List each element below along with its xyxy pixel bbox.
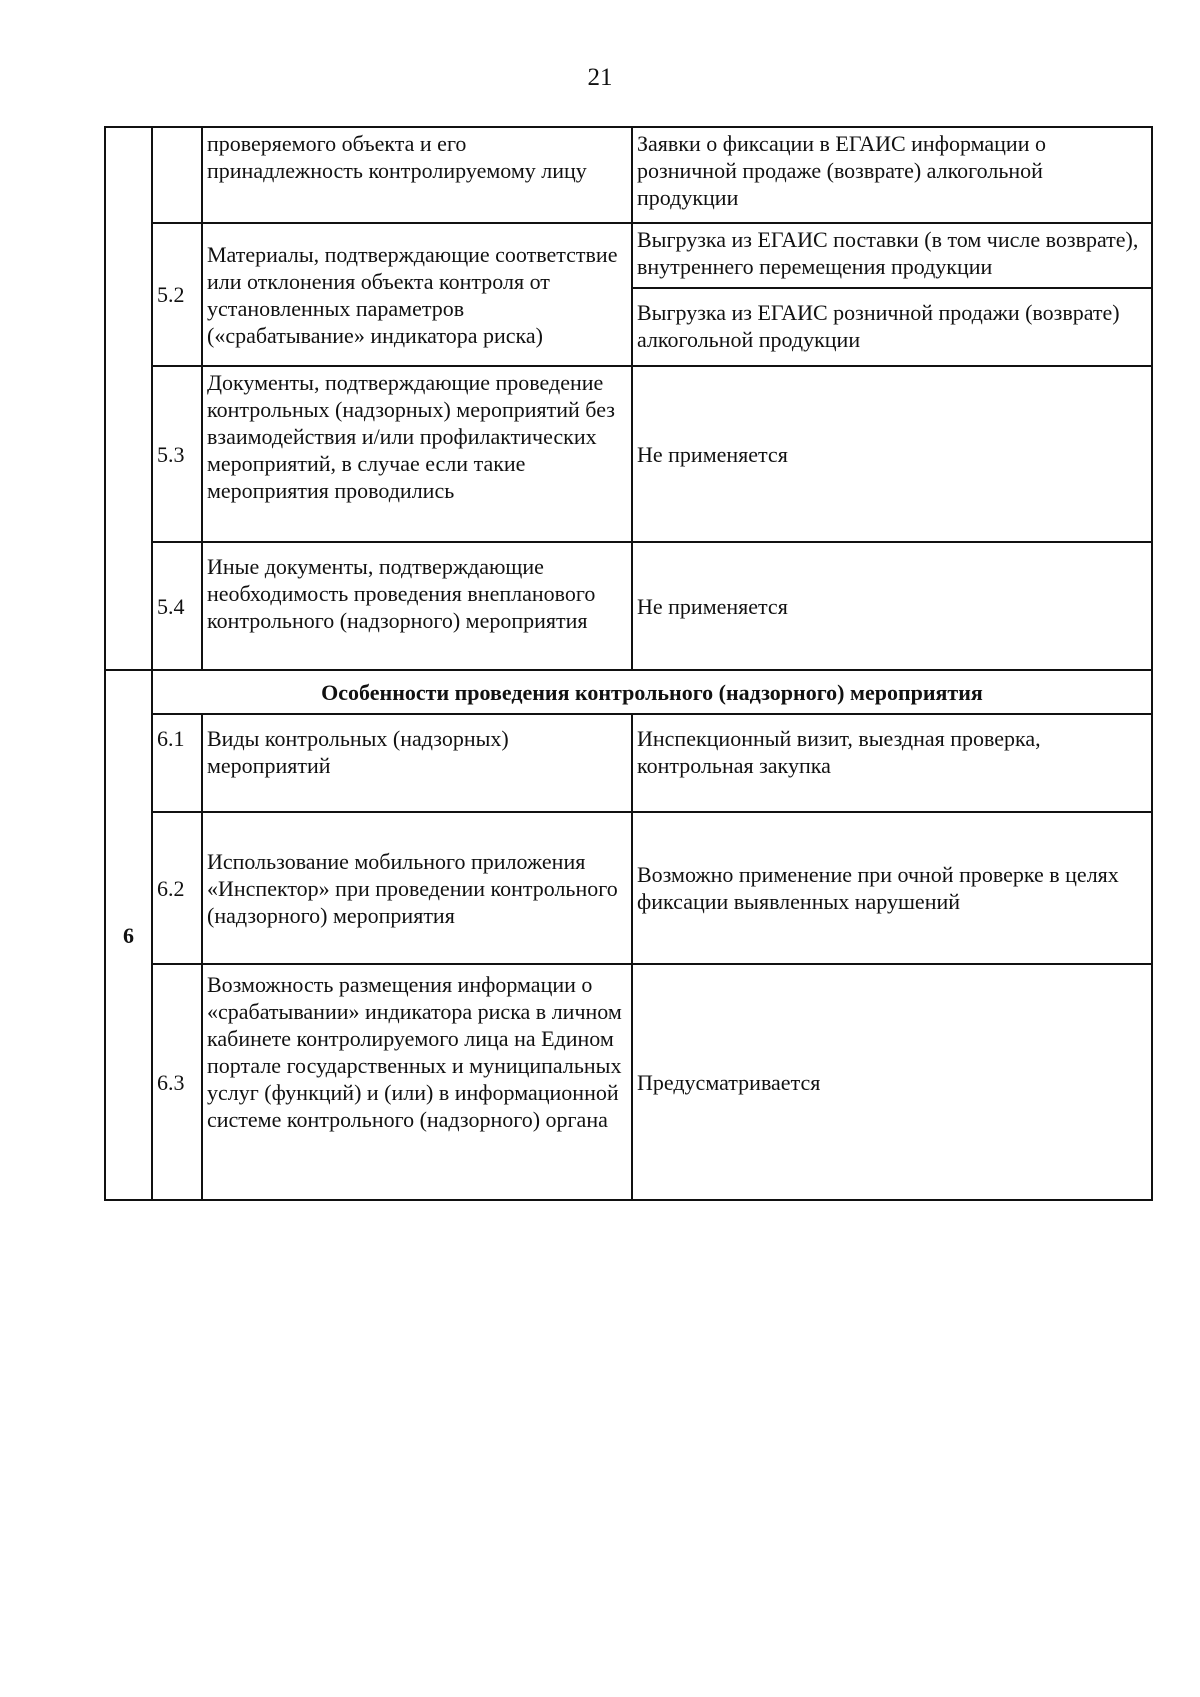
criterion-cell: Документы, подтверждающие проведение контрольных (надзорных) мероприятий без взаимодействия и/или профилактических мероприятий, в случае если такие мероприятия проводились xyxy=(202,366,632,542)
section-number-cell xyxy=(105,127,152,670)
table-row xyxy=(105,542,1152,670)
criterion-cell: Виды контрольных (надзорных) мероприятий xyxy=(202,714,632,812)
table-row xyxy=(105,670,1152,714)
section-heading: Особенности проведения контрольного (надзорного) мероприятия xyxy=(152,670,1152,714)
value-cell: Не применяется xyxy=(632,542,1152,670)
table-row xyxy=(105,223,1152,288)
value-cell: Заявки о фиксации в ЕГАИС информации о розничной продаже (возврате) алкогольной продукции xyxy=(632,127,1152,223)
value-cell: Не применяется xyxy=(632,366,1152,542)
section-number: 6 xyxy=(105,670,152,1200)
criterion-cell: проверяемого объекта и его принадлежность контролируемому лицу xyxy=(202,127,632,223)
value-cell: Выгрузка из ЕГАИС поставки (в том числе возврате), внутреннего перемещения продукции xyxy=(632,223,1152,288)
value-cell: Возможно применение при очной проверке в целях фиксации выявленных нарушений xyxy=(632,812,1152,964)
table-row xyxy=(105,366,1152,542)
table-row xyxy=(105,714,1152,812)
subsection-number: 6.1 xyxy=(152,714,202,812)
criterion-cell: Возможность размещения информации о «срабатывании» индикатора риска в личном кабинете контролируемого лица на Едином портале государственных и муниципальных услуг (функций) и (или) в информационной системе контрольного (надзорного) органа xyxy=(202,964,632,1200)
subsection-number-cell xyxy=(152,127,202,223)
table-row xyxy=(105,964,1152,1200)
subsection-number: 5.3 xyxy=(152,366,202,542)
value-cell: Предусматривается xyxy=(632,964,1152,1200)
requirements-table xyxy=(104,126,1153,1201)
table-row xyxy=(105,127,1152,223)
table-row xyxy=(105,812,1152,964)
criterion-cell: Материалы, подтверждающие соответствие или отклонения объекта контроля от установленных параметров («срабатывание» индикатора риска) xyxy=(202,223,632,366)
value-cell: Выгрузка из ЕГАИС розничной продажи (возврате) алкогольной продукции xyxy=(632,288,1152,366)
subsection-number: 5.4 xyxy=(152,542,202,670)
criterion-cell: Использование мобильного приложения «Инспектор» при проведении контрольного (надзорного) мероприятия xyxy=(202,812,632,964)
subsection-number: 5.2 xyxy=(152,223,202,366)
subsection-number: 6.3 xyxy=(152,964,202,1200)
value-cell: Инспекционный визит, выездная проверка, контрольная закупка xyxy=(632,714,1152,812)
page-number: 21 xyxy=(587,64,613,91)
criterion-cell: Иные документы, подтверждающие необходимость проведения внепланового контрольного (надзорного) мероприятия xyxy=(202,542,632,670)
subsection-number: 6.2 xyxy=(152,812,202,964)
